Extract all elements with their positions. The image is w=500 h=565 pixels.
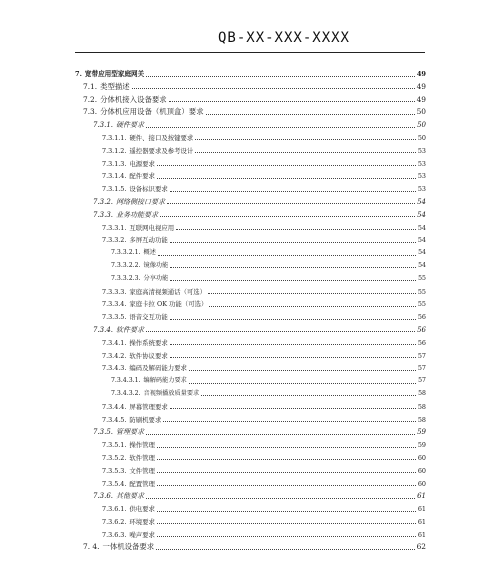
toc-entry-page-number: 61 bbox=[417, 530, 426, 539]
toc-dot-leader bbox=[170, 242, 416, 243]
toc-dot-leader bbox=[189, 370, 416, 371]
toc-dot-leader bbox=[195, 139, 416, 140]
toc-entry-number: 7.3.1.3. bbox=[102, 159, 127, 168]
toc-entry[interactable] bbox=[75, 372, 426, 385]
toc-dot-leader bbox=[206, 114, 415, 115]
toc-dot-leader bbox=[176, 229, 416, 230]
toc-entry-number: 7.3.4.3. bbox=[102, 364, 127, 373]
toc-entry-number: 7.3. bbox=[83, 107, 98, 117]
toc-entry[interactable] bbox=[75, 449, 426, 462]
toc-dot-leader bbox=[170, 267, 416, 268]
toc-entry-title: 镜像功能 bbox=[143, 261, 169, 269]
toc-entry-title: 类型描述 bbox=[100, 81, 130, 91]
toc-dot-leader bbox=[201, 395, 416, 396]
toc-entry-title: 宽带应用型家庭网关 bbox=[84, 70, 145, 78]
toc-entry-number: 7.3.3.3. bbox=[102, 287, 127, 296]
toc-dot-leader bbox=[170, 280, 416, 281]
toc-dot-leader bbox=[157, 165, 416, 166]
toc-entry-title: 环境要求 bbox=[129, 517, 155, 526]
toc-entry-number: 7.3.2. bbox=[93, 197, 114, 206]
toc-entry-number: 7. 4. bbox=[83, 542, 100, 552]
toc-entry-number: 7.3.5.3. bbox=[102, 466, 127, 475]
toc-dot-leader bbox=[146, 76, 415, 77]
toc-entry-page-number: 54 bbox=[417, 197, 426, 206]
toc-entry-number: 7.3.5.2. bbox=[102, 453, 127, 462]
toc-dot-leader bbox=[170, 357, 416, 358]
toc-entry-title: 管理要求 bbox=[116, 428, 145, 437]
toc-entry-number: 7.3.3.2.1. bbox=[111, 249, 141, 257]
toc-entry-page-number: 58 bbox=[417, 415, 426, 424]
toc-entry-number: 7.3.3. bbox=[93, 210, 114, 219]
toc-entry-number: 7.3.5.1. bbox=[102, 441, 127, 450]
toc-dot-leader bbox=[156, 549, 414, 550]
toc-entry-title: 音视频播放质量要求 bbox=[143, 389, 200, 397]
toc-dot-leader bbox=[195, 152, 416, 153]
toc-entry-page-number: 50 bbox=[417, 133, 426, 142]
toc-entry-title: 硬件要求 bbox=[116, 121, 145, 130]
toc-entry[interactable] bbox=[75, 91, 426, 104]
page-header bbox=[75, 30, 425, 56]
toc-dot-leader bbox=[160, 216, 415, 217]
toc-entry-number: 7.3.6.1. bbox=[102, 505, 127, 514]
toc-entry-title: 分享功能 bbox=[143, 274, 169, 282]
header-rule bbox=[75, 52, 425, 53]
toc-entry-page-number: 58 bbox=[418, 389, 426, 397]
toc-entry-title: 硬件、接口及按键要求 bbox=[129, 133, 194, 142]
toc-entry-number: 7.3.3.1. bbox=[102, 223, 127, 232]
toc-entry-number: 7.3.3.5. bbox=[102, 313, 127, 322]
toc-entry-page-number: 59 bbox=[417, 428, 426, 437]
toc-entry-page-number: 57 bbox=[417, 351, 426, 360]
toc-entry-number: 7.3.1.5. bbox=[102, 185, 127, 194]
toc-entry[interactable] bbox=[75, 334, 426, 347]
toc-entry[interactable] bbox=[75, 385, 426, 398]
toc-entry[interactable] bbox=[75, 180, 426, 193]
toc-entry[interactable] bbox=[75, 462, 426, 475]
toc-entry-title: 软件管理 bbox=[129, 453, 155, 462]
toc-entry-number: 7.3.3.2. bbox=[102, 236, 127, 245]
toc-entry-title: 多屏互动功能 bbox=[129, 236, 168, 245]
toc-entry[interactable] bbox=[75, 424, 426, 437]
toc-entry-page-number: 57 bbox=[417, 364, 426, 373]
toc-entry[interactable] bbox=[75, 513, 426, 526]
toc-entry-page-number: 56 bbox=[417, 325, 426, 334]
toc-entry-page-number: 60 bbox=[417, 479, 426, 488]
toc-entry-title: 配置管理 bbox=[129, 479, 155, 488]
toc-entry-number: 7.3.6.3. bbox=[102, 530, 127, 539]
toc-entry[interactable] bbox=[75, 347, 426, 360]
toc-entry-page-number: 61 bbox=[417, 517, 426, 526]
toc-entry-page-number: 61 bbox=[417, 505, 426, 514]
toc-entry-page-number: 55 bbox=[417, 287, 426, 296]
toc-entry-title: 编解码能力要求 bbox=[143, 377, 187, 385]
toc-entry-title: 家庭高清视频通话（可选） bbox=[129, 287, 207, 296]
toc-entry-number: 7.3.6.2. bbox=[102, 517, 127, 526]
toc-entry-page-number: 58 bbox=[417, 402, 426, 411]
toc-entry-title: 家庭卡拉 OK 功能（可选） bbox=[129, 300, 208, 309]
toc-entry-page-number: 61 bbox=[417, 492, 426, 501]
toc-entry-number: 7. bbox=[75, 70, 82, 78]
toc-entry[interactable] bbox=[75, 129, 426, 142]
toc-dot-leader bbox=[167, 203, 415, 204]
toc-entry[interactable] bbox=[75, 308, 426, 321]
toc-entry-number: 7.3.4.5. bbox=[102, 415, 127, 424]
toc-dot-leader bbox=[146, 498, 415, 499]
toc-entry-page-number: 56 bbox=[417, 313, 426, 322]
toc-entry-number: 7.3.5. bbox=[93, 428, 114, 437]
toc-entry-title: 分体机接入设备要求 bbox=[100, 94, 167, 104]
toc-entry-number: 7.3.4.4. bbox=[102, 402, 127, 411]
toc-dot-leader bbox=[132, 88, 415, 89]
toc-entry[interactable] bbox=[75, 168, 426, 181]
toc-entry-title: 一体机设备要求 bbox=[102, 542, 155, 552]
toc-dot-leader bbox=[158, 255, 416, 256]
toc-dot-leader bbox=[170, 408, 416, 409]
toc-entry-title: 操作管理 bbox=[129, 441, 155, 450]
toc-entry-page-number: 57 bbox=[418, 377, 426, 385]
toc-entry[interactable] bbox=[75, 475, 426, 488]
toc-dot-leader bbox=[146, 127, 415, 128]
toc-entry-number: 7.3.3.4. bbox=[102, 300, 127, 309]
toc-entry[interactable] bbox=[75, 270, 426, 283]
toc-entry-number: 7.3.1. bbox=[93, 121, 114, 130]
toc-entry[interactable] bbox=[75, 360, 426, 373]
toc-entry-title: 互联网电视应用 bbox=[129, 223, 175, 232]
toc-entry[interactable] bbox=[75, 526, 426, 539]
toc-entry-title: 编码及解码能力要求 bbox=[129, 364, 187, 373]
toc-entry-page-number: 55 bbox=[417, 300, 426, 309]
toc-entry-page-number: 54 bbox=[417, 236, 426, 245]
toc-entry-title: 电源要求 bbox=[129, 159, 155, 168]
toc-entry-number: 7.3.4.3.1. bbox=[111, 377, 141, 385]
toc-dot-leader bbox=[208, 293, 416, 294]
toc-entry[interactable] bbox=[75, 155, 426, 168]
toc-entry-number: 7.3.1.4. bbox=[102, 172, 127, 181]
toc-entry-page-number: 60 bbox=[417, 466, 426, 475]
toc-entry[interactable] bbox=[75, 193, 426, 206]
toc-entry-page-number: 50 bbox=[416, 107, 426, 117]
toc-entry[interactable] bbox=[75, 232, 426, 245]
toc-entry-page-number: 59 bbox=[417, 441, 426, 450]
toc-entry[interactable] bbox=[75, 296, 426, 309]
toc-entry-page-number: 53 bbox=[417, 172, 426, 181]
toc-entry-title: 分体机应用设备（机顶盒）要求 bbox=[100, 107, 204, 117]
toc-entry-page-number: 53 bbox=[417, 146, 426, 155]
toc-entry-page-number: 60 bbox=[417, 453, 426, 462]
toc-entry-title: 遥控器要求及参考设计 bbox=[129, 146, 194, 155]
toc-entry-page-number: 53 bbox=[417, 185, 426, 194]
toc-entry[interactable] bbox=[75, 283, 426, 296]
toc-entry[interactable] bbox=[75, 244, 426, 257]
toc-entry-number: 7.3.6. bbox=[93, 492, 114, 501]
toc-dot-leader bbox=[163, 421, 416, 422]
toc-entry-page-number: 54 bbox=[418, 261, 426, 269]
toc-dot-leader bbox=[157, 485, 416, 486]
toc-dot-leader bbox=[170, 191, 416, 192]
toc-entry[interactable] bbox=[75, 62, 426, 78]
toc-dot-leader bbox=[157, 178, 416, 179]
toc-entry-number: 7.3.4.3.2. bbox=[111, 389, 141, 397]
toc-entry-title: 业务功能要求 bbox=[116, 210, 159, 219]
toc-entry[interactable] bbox=[75, 411, 426, 424]
toc-entry-number: 7.3.5.4. bbox=[102, 479, 127, 488]
toc-dot-leader bbox=[170, 319, 416, 320]
toc-entry[interactable] bbox=[75, 206, 426, 219]
document-code: QB-XX-XXX-XXXX bbox=[217, 30, 350, 46]
toc-entry-title: 网络侧接口要求 bbox=[116, 197, 166, 206]
toc-entry-title: 其他要求 bbox=[116, 492, 145, 501]
toc-entry[interactable] bbox=[75, 116, 426, 129]
toc-entry[interactable] bbox=[75, 78, 426, 91]
toc-entry-page-number: 56 bbox=[417, 338, 426, 347]
toc-entry-title: 概述 bbox=[143, 249, 156, 257]
toc-entry-title: 配件要求 bbox=[129, 172, 155, 181]
toc-entry-title: 软件要求 bbox=[116, 325, 145, 334]
toc-entry[interactable] bbox=[75, 539, 426, 552]
toc-entry-number: 7.1. bbox=[83, 81, 98, 91]
toc-entry-title: 操作系统要求 bbox=[129, 338, 168, 347]
toc-entry-title: 语音交互功能 bbox=[129, 313, 168, 322]
toc-dot-leader bbox=[157, 472, 416, 473]
toc-entry-page-number: 49 bbox=[416, 81, 426, 91]
toc-entry-title: 防刷机要求 bbox=[129, 415, 162, 424]
toc-dot-leader bbox=[157, 536, 416, 537]
toc-dot-leader bbox=[170, 344, 416, 345]
toc-dot-leader bbox=[157, 523, 416, 524]
toc-dot-leader bbox=[157, 459, 416, 460]
toc-entry[interactable] bbox=[75, 219, 426, 232]
toc-dot-leader bbox=[169, 101, 415, 102]
toc-entry[interactable] bbox=[75, 436, 426, 449]
toc-entry[interactable] bbox=[75, 257, 426, 270]
toc-entry[interactable] bbox=[75, 321, 426, 334]
toc-entry-number: 7.3.4.2. bbox=[102, 351, 127, 360]
toc-entry-page-number: 49 bbox=[416, 94, 426, 104]
toc-entry-page-number: 55 bbox=[418, 274, 426, 282]
toc-entry-page-number: 49 bbox=[416, 70, 426, 78]
toc-dot-leader bbox=[189, 383, 416, 384]
toc-entry[interactable] bbox=[75, 398, 426, 411]
toc-dot-leader bbox=[157, 511, 416, 512]
toc-entry-title: 设备标识要求 bbox=[129, 185, 168, 194]
toc-entry-title: 供电要求 bbox=[129, 505, 155, 514]
toc-entry-number: 7.3.4.1. bbox=[102, 338, 127, 347]
toc-entry-number: 7.3.3.2.3. bbox=[111, 274, 141, 282]
toc-entry[interactable] bbox=[75, 488, 426, 501]
toc-entry[interactable] bbox=[75, 500, 426, 513]
toc-entry-title: 软件协议要求 bbox=[129, 351, 168, 360]
toc-entry-page-number: 53 bbox=[417, 159, 426, 168]
toc-entry-page-number: 50 bbox=[417, 121, 426, 130]
toc-dot-leader bbox=[157, 447, 416, 448]
toc-entry-page-number: 54 bbox=[417, 210, 426, 219]
toc-entry-number: 7.3.1.2. bbox=[102, 146, 127, 155]
toc-dot-leader bbox=[209, 306, 415, 307]
toc-entry-page-number: 62 bbox=[416, 542, 426, 552]
toc-entry-page-number: 54 bbox=[417, 223, 426, 232]
toc-entry[interactable] bbox=[75, 104, 426, 117]
toc-entry-page-number: 54 bbox=[418, 249, 426, 257]
toc-entry-number: 7.3.3.2.2. bbox=[111, 261, 141, 269]
toc-entry-title: 屏幕管理要求 bbox=[129, 402, 168, 411]
toc-dot-leader bbox=[146, 331, 415, 332]
toc-entry-number: 7.3.4. bbox=[93, 325, 114, 334]
table-of-contents bbox=[75, 62, 426, 551]
toc-entry[interactable] bbox=[75, 142, 426, 155]
toc-dot-leader bbox=[146, 434, 415, 435]
toc-entry-number: 7.2. bbox=[83, 94, 98, 104]
toc-entry-title: 噪声要求 bbox=[129, 530, 155, 539]
toc-entry-number: 7.3.1.1. bbox=[102, 133, 127, 142]
toc-entry-title: 文件管理 bbox=[129, 466, 155, 475]
